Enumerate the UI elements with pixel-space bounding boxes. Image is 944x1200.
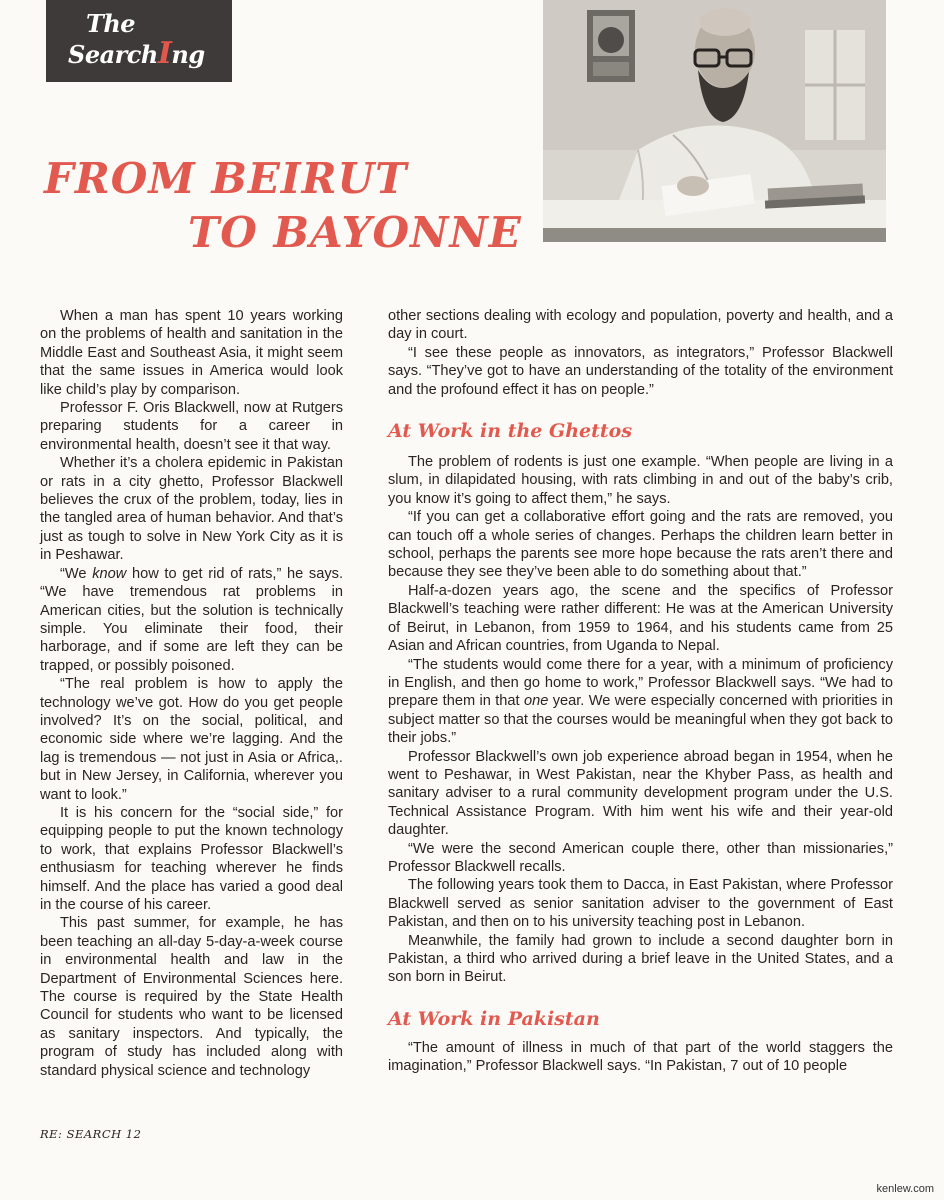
logo-i-part: I — [157, 36, 172, 71]
paragraph-text: year. We were especially concerned with priorities in subject matter so that the courses would be meaningful when they got back to their jobs.” — [388, 693, 893, 747]
right-column — [388, 307, 893, 1076]
logo-searching-text — [68, 36, 205, 71]
paragraph: The problem of rodents is just one example. “When people are living in a slum, in dilapidated housing, with rats climbing in and out of the baby’s crib, you know it’s going to affect them,” he says. — [388, 454, 893, 507]
photo-illustration — [543, 0, 886, 242]
paragraph: Whether it’s a cholera epidemic in Pakistan or rats in a city ghetto, Professor Blackwell believes the crux of the problem, today, lies in the tangled area of human behavior. And that’s just as tough to solve in New York City as it is in Peshawar. — [40, 455, 343, 564]
paragraph: “If you can get a collaborative effort going and the rats are removed, you can touch off a whole series of changes. Perhaps the children learn better in school, perhaps the parents see more hope because the rats aren’t there and because they see they’ve been able to do something about that.” — [388, 509, 893, 581]
section-logo — [46, 0, 232, 82]
logo-the-text: The — [86, 9, 136, 38]
paragraph-text: “The students would come there for a year, with a minimum of proficiency in English, and then go home to work,” Professor Blackwell says. “We had to prepare them in that — [388, 656, 893, 710]
professor-photo — [543, 0, 886, 242]
subhead-pakistan: At Work in Pakistan — [388, 1007, 600, 1030]
paragraph: “The real problem is how to apply the technology we’ve got. How do you get people involved? It’s on the social, political, and economic side where we’re lagging. And the lag is tremendous — not just in Asia or Africa,. but in New Jersey, in California, wherever you want to look.” — [40, 676, 343, 803]
watermark-text: kenlew.com — [876, 1183, 934, 1195]
paragraph: Half-a-dozen years ago, the scene and the specifics of Professor Blackwell’s teaching were rather different: He was at the American University of Beirut, in Lebanon, from 1959 to 1964, and his students came from 25 Asian and African countries, from Uganda to Nepal. — [388, 582, 893, 655]
page-folio: RE: SEARCH 12 — [40, 1127, 142, 1141]
logo-ng-part: ng — [171, 40, 205, 69]
paragraph: “I see these people as innovators, as integrators,” Professor Blackwell says. “They’ve got to have an understanding of the totality of the environment and the profound effect it has on people.” — [388, 344, 893, 398]
paragraph — [40, 565, 343, 675]
paragraph-text: “We — [60, 565, 93, 582]
paragraph: other sections dealing with ecology and population, poverty and health, and a day in court. — [388, 308, 893, 343]
title-line-1: FROM BEIRUT — [44, 154, 408, 203]
paragraph: “The amount of illness in much of that part of the world staggers the imagination,” Professor Blackwell says. “In Pakistan, 7 out of 10 people — [388, 1039, 893, 1075]
title-line-2: TO BAYONNE — [188, 208, 522, 257]
paragraph: Meanwhile, the family had grown to include a second daughter born in Pakistan, a third who arrived during a brief leave in the United States, and a son born in Beirut. — [388, 932, 893, 986]
paragraph — [388, 656, 893, 748]
logo-search-part: Search — [68, 40, 158, 69]
paragraph: When a man has spent 10 years working on the problems of health and sanitation in the Middle East and Southeast Asia, it might seem that the same issues in America would look like child’s play by comparison. — [40, 308, 343, 398]
paragraph: It is his concern for the “social side,” for equipping people to put the known technology to work, that explains Professor Blackwell’s enthusiasm for teaching wherever he finds himself. And the place has varied a good deal in the course of his career. — [40, 804, 343, 913]
paragraph: The following years took them to Dacca, in East Pakistan, where Professor Blackwell served as senior sanitation adviser to the government of East Pakistan, and then on to his university teaching post in Lebanon. — [388, 877, 893, 931]
emphasis-one: one — [523, 693, 549, 710]
paragraph: Professor Blackwell’s own job experience abroad began in 1954, when he went to Peshawar, in West Pakistan, near the Khyber Pass, as health and sanitary adviser to a rural community development program under the U.S. Technical Assistance Program. With him went his wife and their year-old daughter. — [388, 748, 893, 839]
paragraph-text: how to get rid of rats,” he says. “We have tremendous rat problems in American cities, but the solution is technically simple. You eliminate their food, their harborage, and if some are left they can be trapped, or possibly poisoned. — [40, 565, 343, 674]
paragraph: This past summer, for example, he has been teaching an all-day 5-day-a-week course in environmental health and law in the Department of Environmental Sciences here. The course is required by the State Health Council for students who want to be licensed as sanitary inspectors. And typically, the program of study has included along with standard physical science and technology — [40, 915, 343, 1079]
article-title — [44, 152, 524, 260]
left-column — [40, 307, 343, 1080]
paragraph: “We were the second American couple there, other than missionaries,” Professor Blackwell recalls. — [388, 840, 893, 875]
subhead-ghettos: At Work in the Ghettos — [388, 420, 633, 443]
paragraph: Professor F. Oris Blackwell, now at Rutgers preparing students for a career in environmental health, doesn’t see it that way. — [40, 400, 343, 453]
emphasis-know: know — [92, 565, 127, 582]
